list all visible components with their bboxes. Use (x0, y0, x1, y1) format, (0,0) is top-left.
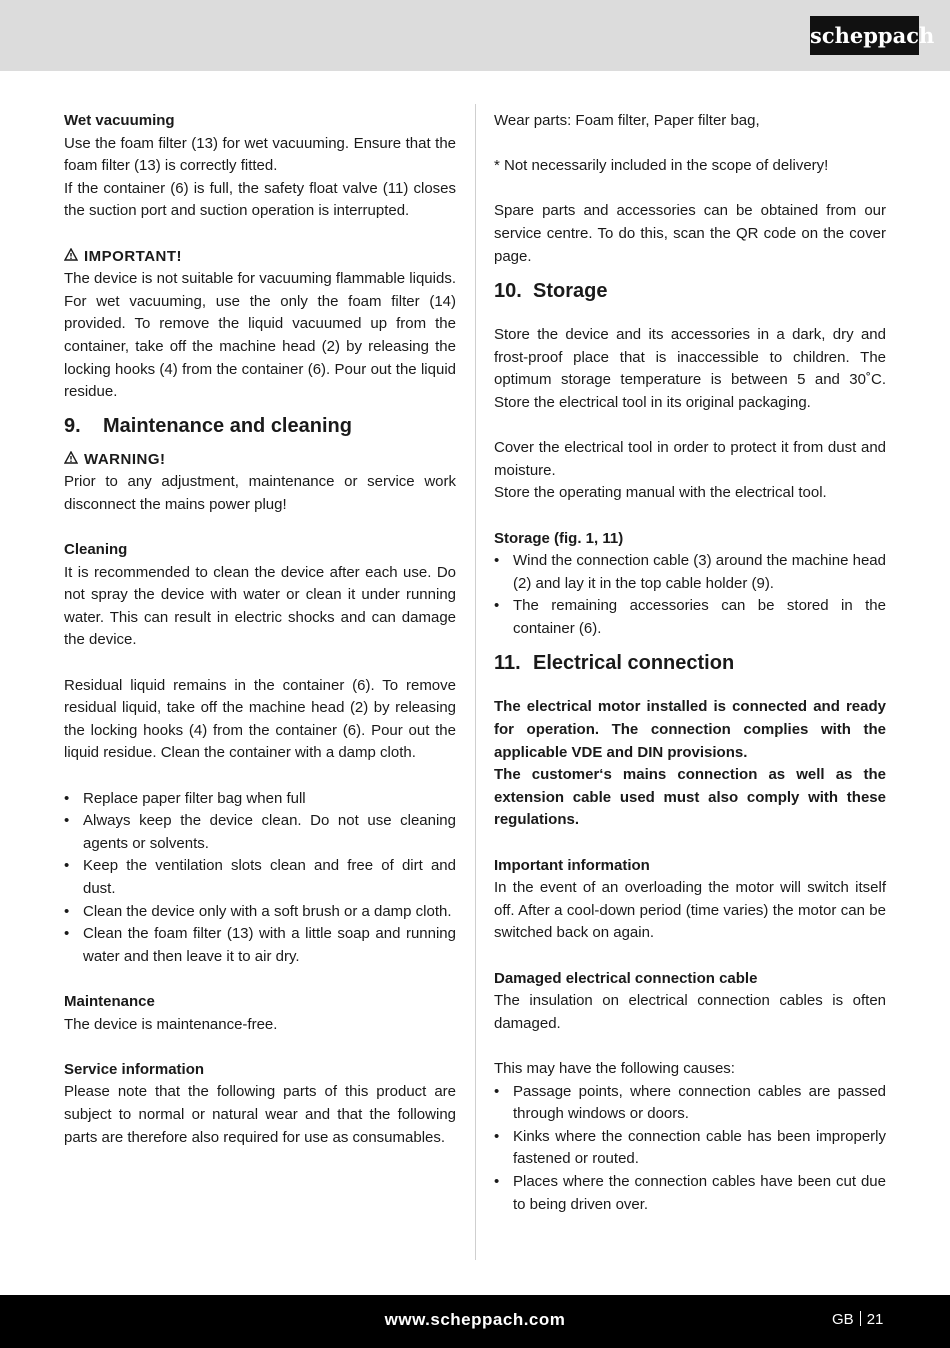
important-information-text: In the event of an overloading the motor will switch itself off. After a cool-down period (time varies) the motor can be switched back on again. (494, 879, 886, 942)
wet-vacuuming-heading: Wet vacuuming (64, 112, 175, 129)
service-information-text: Please note that the following parts of this product are subject to normal or natural wear and that the following parts are therefore also required for use as consumables. (64, 1083, 456, 1146)
section-11-number: 11. (494, 651, 521, 674)
cleaning-heading: Cleaning (64, 541, 128, 559)
maintenance-heading: Maintenance (64, 992, 155, 1010)
warning-text: Prior to any adjustment, maintenance or service work disconnect the mains power plug! (64, 473, 456, 513)
cover-text-1: Cover the electrical tool in order to protect it from dust and moisture. (494, 439, 886, 479)
warning-label: WARNING! (84, 450, 166, 468)
damaged-cable-text: The insulation on electrical connection cables is often damaged. (494, 992, 886, 1032)
scheppach-logo: scheppach (810, 16, 919, 55)
page-header (0, 0, 950, 71)
cover-text-2: Store the operating manual with the electrical tool. (494, 484, 827, 502)
electrical-bold-text-1: The electrical motor installed is connected and ready for operation. The connection complies with the applicable VDE and DIN provisions. (494, 698, 886, 761)
warning-notice (64, 449, 456, 472)
section-11-heading (494, 651, 734, 675)
wear-parts-text: Wear parts: Foam filter, Paper filter bag, (494, 112, 760, 129)
service-information-heading: Service information (64, 1060, 205, 1078)
section-9-heading (64, 414, 352, 438)
spare-parts-text: Spare parts and accessories can be obtained from our service centre. To do this, scan the QR code on the cover page. (494, 202, 886, 265)
cleaning-bullet-list (64, 788, 456, 969)
not-included-note: * Not necessarily included in the scope of delivery! (494, 157, 829, 175)
electrical-bold-text-2: The customer‘s mains connection as well as the extension cable used must also comply with these regulations. (494, 766, 886, 829)
list-item: • Passage points, where connection cables are passed through windows or doors. (494, 1081, 886, 1126)
list-item: • The remaining accessories can be stored in the container (6). (494, 595, 886, 640)
causes-intro: This may have the following causes: (494, 1059, 735, 1077)
section-10-title: Storage (533, 279, 608, 302)
page-number: 21 (866, 1311, 884, 1328)
left-column (64, 110, 456, 1149)
warning-triangle-icon (64, 449, 80, 472)
list-item: • Kinks where the connection cable has been improperly fastened or routed. (494, 1126, 886, 1171)
list-item: • Always keep the device clean. Do not use cleaning agents or solvents. (64, 810, 456, 855)
wet-vacuuming-text-1: Use the foam filter (13) for wet vacuuming. Ensure that the foam filter (13) is correctly fitted. (64, 134, 456, 175)
list-item: • Replace paper filter bag when full (64, 788, 456, 811)
page-footer (0, 1295, 950, 1348)
cleaning-text: It is recommended to clean the device after each use. Do not spray the device with water or clean it under running water. This can result in electric shocks and can damage the device. (64, 563, 456, 649)
warning-triangle-icon (64, 246, 80, 269)
damaged-cable-heading: Damaged electrical connection cable (494, 969, 758, 987)
section-10-heading (494, 279, 607, 303)
section-10-number: 10. (494, 279, 522, 302)
list-item: • Places where the connection cables have been cut due to being driven over. (494, 1171, 886, 1216)
important-label: IMPORTANT! (84, 247, 183, 265)
storage-bullet-list (494, 550, 886, 640)
column-divider (475, 104, 476, 1260)
important-notice (64, 246, 456, 269)
language-code: GB (832, 1311, 854, 1328)
right-column (494, 110, 886, 1216)
storage-text: Store the device and its accessories in a dark, dry and frost-proof place that is inaccessible to children. The optimum storage temperature is between 5 and 30˚C. Store the electrical tool in its original packaging. (494, 326, 886, 411)
residual-liquid-text: Residual liquid remains in the container (6). To remove residual liquid, take off the machine head (2) by releasing the locking hooks (4) from the container (6). Pour out the liquid residue. Clean the container with a damp cloth. (64, 676, 456, 762)
section-9-number: 9. (64, 415, 81, 438)
maintenance-text: The device is maintenance-free. (64, 1015, 278, 1033)
list-item: • Clean the foam filter (13) with a little soap and running water and then leave it to air dry. (64, 923, 456, 968)
section-9-title: Maintenance and cleaning (103, 415, 352, 438)
list-item: • Clean the device only with a soft brush or a damp cloth. (64, 901, 456, 924)
important-information-heading: Important information (494, 856, 650, 874)
storage-fig-heading: Storage (fig. 1, 11) (494, 529, 624, 547)
list-item: • Keep the ventilation slots clean and free of dirt and dust. (64, 855, 456, 900)
important-text: The device is not suitable for vacuuming flammable liquids. For wet vacuuming, use the only the foam filter (14) provided. To remove the liquid vacuumed up from the container, take off the machine head (2) by releasing the locking hooks (4) from the container (6). Pour out the liquid residue. (64, 270, 456, 401)
list-item: • Wind the connection cable (3) around the machine head (2) and lay it in the top cable holder (9). (494, 550, 886, 595)
website-link[interactable]: www.scheppach.com (384, 1310, 566, 1329)
wet-vacuuming-text-2: If the container (6) is full, the safety float valve (11) closes the suction port and suction operation is interrupted. (64, 179, 456, 220)
causes-bullet-list (494, 1081, 886, 1217)
page-indicator (832, 1309, 883, 1332)
section-11-title: Electrical connection (533, 651, 735, 674)
